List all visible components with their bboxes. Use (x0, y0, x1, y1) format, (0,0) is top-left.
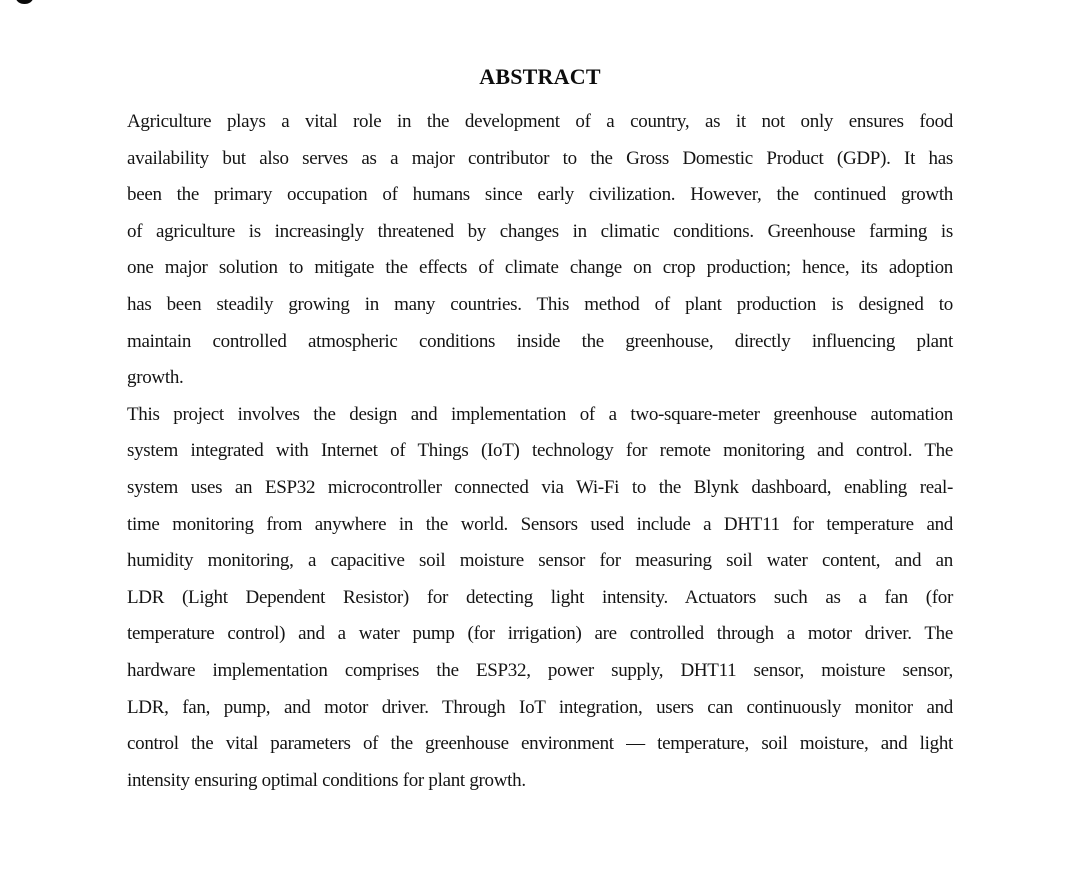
text-line: has been steadily growing in many countries. This method of plant production is designed to (127, 293, 953, 315)
abstract-body (127, 104, 953, 799)
text-line: been the primary occupation of humans since early civilization. However, the continued growth (127, 184, 953, 206)
paragraph (127, 104, 953, 397)
text-line: system uses an ESP32 microcontroller connected via Wi-Fi to the Blynk dashboard, enabling real- (127, 476, 953, 498)
text-line: availability but also serves as a major contributor to the Gross Domestic Product (GDP). It has (127, 147, 953, 169)
text-line: maintain controlled atmospheric conditions inside the greenhouse, directly influencing plant (127, 330, 953, 352)
text-line: system integrated with Internet of Things (IoT) technology for remote monitoring and control. The (127, 440, 953, 462)
text-line: Agriculture plays a vital role in the development of a country, as it not only ensures food (127, 111, 953, 132)
text-line: temperature control) and a water pump (for irrigation) are controlled through a motor driver. The (127, 623, 953, 645)
paragraph (127, 397, 953, 800)
text-line: LDR (Light Dependent Resistor) for detecting light intensity. Actuators such as a fan (for (127, 586, 953, 608)
text-line: LDR, fan, pump, and motor driver. Through IoT integration, users can continuously monitor and (127, 696, 953, 718)
text-line: one major solution to mitigate the effects of climate change on crop production; hence, its adoption (127, 257, 953, 279)
abstract-heading: ABSTRACT (479, 64, 601, 89)
scan-artifact-mark (16, 0, 33, 4)
text-line: This project involves the design and implementation of a two-square-meter greenhouse automation (127, 403, 953, 425)
text-line: of agriculture is increasingly threatened by changes in climatic conditions. Greenhouse farming is (127, 220, 953, 242)
text-line: control the vital parameters of the greenhouse environment — temperature, soil moisture, and light (127, 733, 953, 755)
text-line: intensity ensuring optimal conditions for plant growth. (127, 769, 526, 791)
text-line: time monitoring from anywhere in the world. Sensors used include a DHT11 for temperature and (127, 513, 953, 535)
text-line: growth. (127, 367, 184, 389)
text-line: hardware implementation comprises the ESP32, power supply, DHT11 sensor, moisture sensor, (127, 659, 953, 681)
text-line: humidity monitoring, a capacitive soil moisture sensor for measuring soil water content, and an (127, 550, 953, 572)
